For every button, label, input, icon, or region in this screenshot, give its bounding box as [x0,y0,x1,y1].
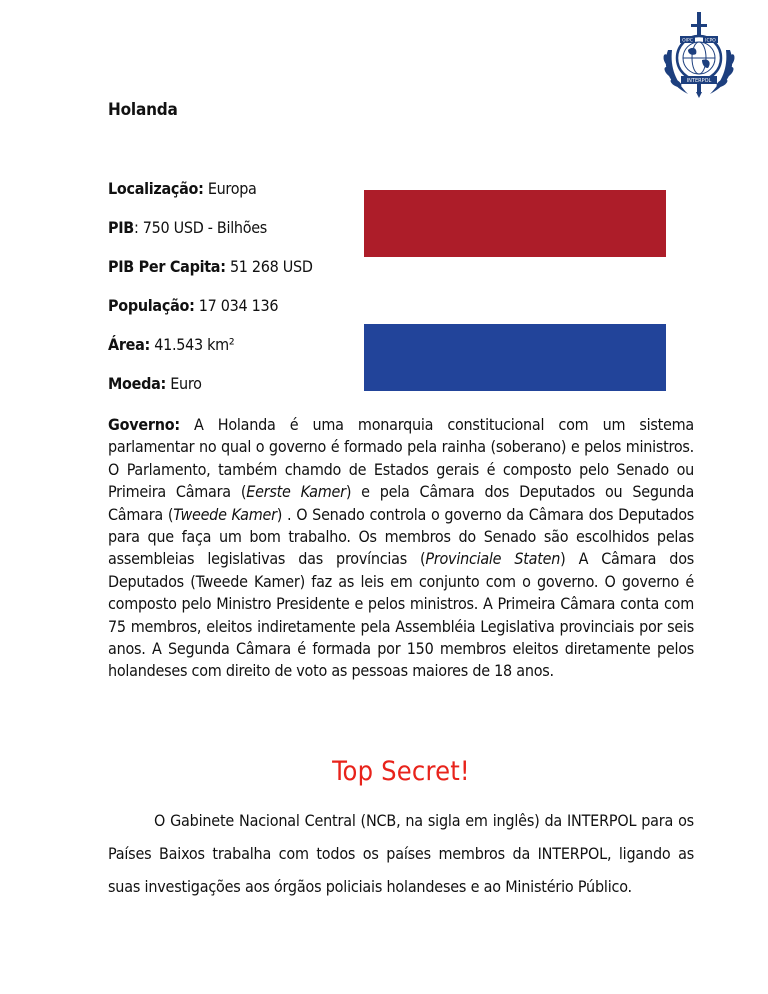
fact-label: População: [108,296,195,315]
fact-value: 51 268 USD [225,257,313,276]
fact-localizacao [108,178,368,217]
ncb-paragraph: O Gabinete Nacional Central (NCB, na sigla em inglês) da INTERPOL para os Países Baixos trabalha com todos os países membros da INTERPOL, ligando as suas investigações aos órgãos policiais holandeses e ao Ministério Público. [108,811,694,896]
governo-text-1: A Holanda é uma monarquia constitucional com um sistema parlamentar no qual o governo é formado pela rainha (soberano) e pelos ministros. O Parlamento, também chamdo de Estados gerais é composto pelo Senado ou Primeira Câmara ( [108,415,694,502]
governo-text-3: ) . O Senado controla o governo da Câmara dos Deputados para que faça um bom trabalho. Os membros do Senado são escolhidos pelas assembleias legislativas das províncias ( [108,504,695,569]
logo-text-top: OIPC [682,38,693,44]
flag-stripe-blue [364,324,666,391]
governo-text-2: ) e pela Câmara dos Deputados ou Segunda Câmara ( [108,482,695,524]
fact-label: Localização: [108,179,204,198]
country-title: Holanda [108,100,178,120]
flag-stripe-white [364,257,666,324]
fact-label: Moeda: [108,374,166,393]
netherlands-flag [364,190,666,391]
logo-text-bottom: INTERPOL [686,78,712,84]
facts-list [108,178,368,412]
fact-area [108,334,368,373]
governo-label: Governo: [108,415,180,434]
fact-label: PIB Per Capita: [108,257,226,276]
fact-value: : 750 USD - Bilhões [133,218,267,237]
fact-value: 41.543 km² [149,335,235,354]
fact-populacao [108,295,368,334]
fact-pib [108,217,368,256]
governo-italic-2: Tweede Kamer [173,504,277,524]
fact-value: 17 034 136 [194,296,279,315]
fact-pib-per-capita [108,256,368,295]
fact-value: Europa [203,179,257,198]
governo-paragraph [108,414,694,683]
top-secret-heading: Top Secret! [332,756,470,787]
governo-italic-3: Provinciale Staten [425,549,561,569]
logo-text-right: ICPO [705,38,716,44]
governo-italic-1: Eerste Kamer [246,482,346,502]
interpol-emblem-icon [658,10,740,100]
fact-label: Área: [108,335,150,354]
governo-text-4: ) A Câmara dos Deputados (Tweede Kamer) faz as leis em conjunto com o governo. O governo é composto pelo Ministro Presidente e pelos ministros. A Primeira Câmara conta com 75 membros, eleitos indiretamente pela Assembléia Legislativa provinciais por seis anos. A Segunda Câmara é formada por 150 membros eleitos diretamente pelos holandeses com direito de voto as pessoas maiores de 18 anos. [108,549,694,681]
fact-label: PIB [108,218,134,237]
fact-value: Euro [165,374,202,393]
fact-moeda [108,373,368,412]
flag-stripe-red [364,190,666,257]
